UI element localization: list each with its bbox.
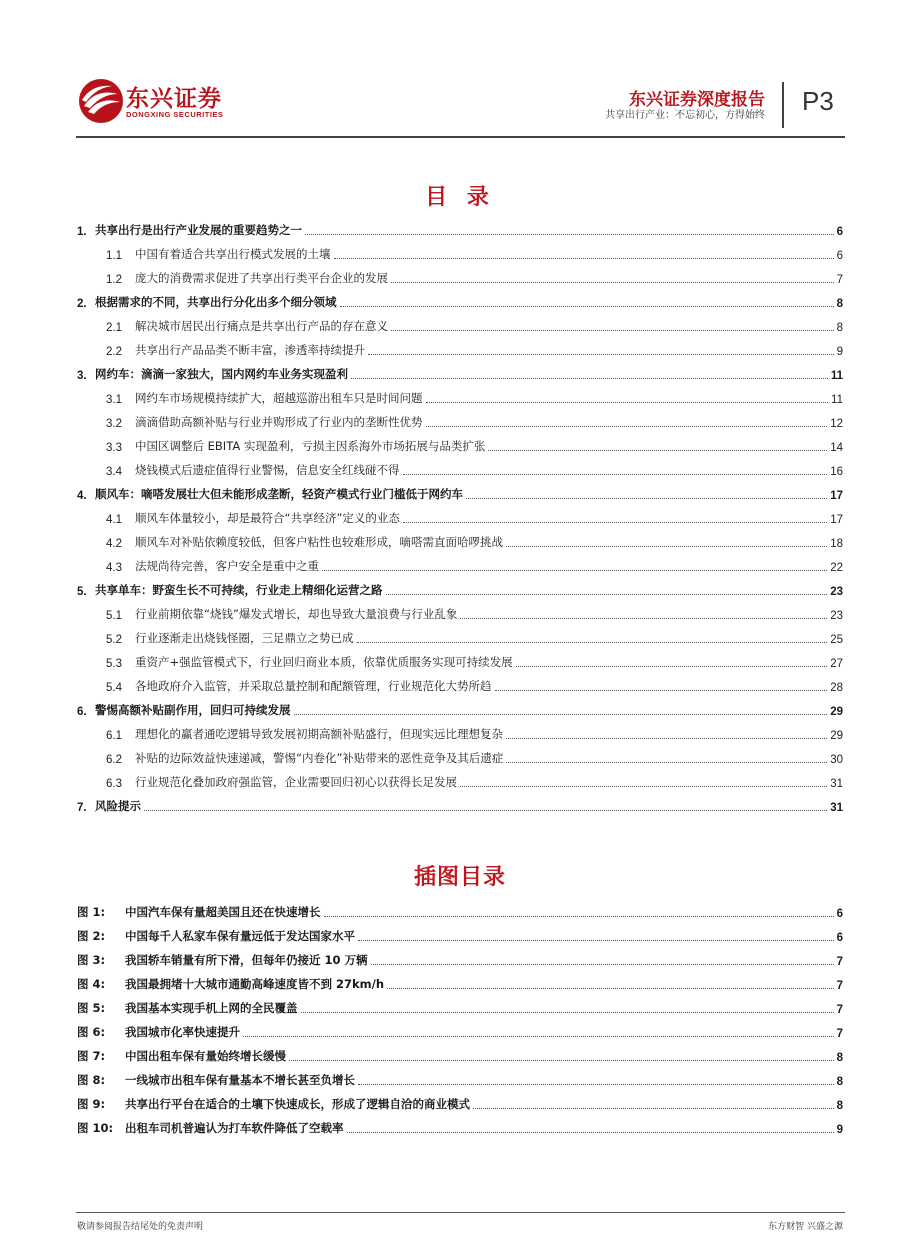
dot-leader [347,1132,834,1133]
toc-entry-page: 29 [830,706,843,718]
toc-entry[interactable] [77,550,843,574]
toc-entry-page: 16 [830,466,843,478]
toc-entry[interactable] [77,622,843,646]
toc-entry-number: 1. [77,226,87,238]
toc-entry-title: 庞大的消费需求促进了共享出行类平台企业的发展 [135,271,388,285]
figures-entry-number: 图 5: [77,1001,106,1015]
toc-entry-page: 23 [830,586,843,598]
header-rule [76,136,845,138]
toc-entry-number: 4. [77,490,87,502]
toc-entry-number: 5. [77,586,87,598]
dot-leader [289,1060,834,1061]
report-title: 东兴证券深度报告 [629,90,765,110]
dot-leader [426,402,829,403]
toc-entry-page: 25 [830,634,843,646]
dot-leader [322,570,827,571]
dot-leader [368,354,834,355]
dot-leader [371,964,834,965]
toc-entry-title: 网约车市场规模持续扩大，超越巡游出租车只是时间问题 [135,391,423,405]
figures-entry-title: 中国出租车保有量始终增长缓慢 [125,1049,286,1063]
footer-slogan: 东方财智 兴盛之源 [768,1222,843,1232]
toc-entry-number: 4.3 [106,562,122,574]
figures-entry-page: 8 [836,1076,843,1088]
footer-rule [76,1212,845,1213]
dot-leader [506,738,827,739]
dot-leader [305,234,834,235]
figures-entry-number: 图 3: [77,953,106,967]
toc-entry-number: 5.2 [106,634,122,646]
figures-entry[interactable] [77,920,843,944]
toc-entry-title: 网约车：滴滴一家独大，国内网约车业务实现盈利 [95,367,348,381]
toc-entry-title: 共享单车：野蛮生长不可持续，行业走上精细化运营之路 [95,583,383,597]
figures-entry[interactable] [77,1088,843,1112]
dot-leader [460,618,827,619]
toc-entry-number: 7. [77,802,87,814]
toc-entry-title: 顺风车体量较小，却是最符合“共享经济”定义的业态 [135,511,400,525]
figures-entry-number: 图 9: [77,1097,106,1111]
figures-entry[interactable] [77,1112,843,1136]
dot-leader [357,642,828,643]
figures-entry-number: 图 6: [77,1025,106,1039]
figures-entry-number: 图 4: [77,977,106,991]
dot-leader [426,426,828,427]
toc-entry-number: 6.3 [106,778,122,790]
toc-entry-page: 28 [830,682,843,694]
figures-entry-title: 一线城市出租车保有量基本不增长甚至负增长 [125,1073,355,1087]
dot-leader [387,988,834,989]
figures-entry[interactable] [77,968,843,992]
figures-entry-title: 出租车司机普遍认为打车软件降低了空载率 [125,1121,344,1135]
figures-entry-page: 7 [836,980,843,992]
dot-leader [391,282,834,283]
dot-leader [358,940,834,941]
toc-entry-number: 5.1 [106,610,122,622]
dot-leader [301,1012,834,1013]
toc-entry-title: 行业逐渐走出烧钱怪圈，三足鼎立之势已成 [135,631,354,645]
toc-entry[interactable] [77,718,843,742]
page-number: P3 [802,86,834,116]
toc-entry-page: 8 [836,298,843,310]
toc-entry-title: 烧钱模式后遗症值得行业警惕，信息安全红线碰不得 [135,463,400,477]
toc-entry[interactable] [77,382,843,406]
figures-entry-title: 我国基本实现手机上网的全民覆盖 [125,1001,298,1015]
toc-entry[interactable] [77,406,843,430]
dot-leader [294,714,828,715]
toc-entry-number: 2. [77,298,87,310]
toc-entry-page: 11 [830,370,843,382]
toc-entry-page: 31 [830,778,843,790]
table-of-contents [77,214,843,814]
dot-leader [495,690,828,691]
toc-entry-title: 根据需求的不同，共享出行分化出多个细分领域 [95,295,337,309]
toc-entry-page: 11 [831,394,843,406]
toc-entry-number: 4.1 [106,514,122,526]
dot-leader [391,330,834,331]
toc-entry-title: 风险提示 [95,799,141,813]
toc-entry-page: 14 [830,442,843,454]
toc-entry-number: 5.4 [106,682,122,694]
dot-leader [473,1108,834,1109]
toc-entry[interactable] [77,454,843,478]
figures-entry-page: 7 [836,956,843,968]
toc-entry[interactable] [77,574,843,598]
toc-entry-page: 27 [830,658,843,670]
toc-entry-title: 法规尚待完善，客户安全是重中之重 [135,559,319,573]
dot-leader [466,498,827,499]
figures-entry-number: 图 7: [77,1049,106,1063]
figures-entry-title: 共享出行平台在适合的土壤下快速成长，形成了逻辑自洽的商业模式 [125,1097,470,1111]
figures-entry-page: 7 [836,1004,843,1016]
toc-entry[interactable] [77,742,843,766]
toc-entry-title: 各地政府介入监管，并采取总量控制和配额管理，行业规范化大势所趋 [135,679,492,693]
dot-leader [403,522,827,523]
toc-entry-page: 6 [836,250,843,262]
page-header [0,0,920,140]
toc-entry[interactable] [77,598,843,622]
toc-entry-page: 17 [830,490,843,502]
figures-entry-title: 我国轿车销量有所下滑，但每年仍接近 10 万辆 [125,953,368,967]
figures-entry[interactable] [77,1016,843,1040]
toc-entry[interactable] [77,478,843,502]
toc-entry-page: 31 [830,802,843,814]
toc-entry-page: 22 [830,562,843,574]
toc-entry-number: 6.1 [106,730,122,742]
toc-entry-number: 3.1 [106,394,122,406]
dot-leader [144,810,827,811]
footer-disclaimer: 敬请参阅报告结尾处的免责声明 [77,1222,204,1232]
toc-entry-number: 1.1 [106,250,122,262]
figures-entry-page: 7 [836,1028,843,1040]
figures-entry[interactable] [77,896,843,920]
dot-leader [340,306,834,307]
toc-entry-number: 6. [77,706,87,718]
toc-entry-number: 3.2 [106,418,122,430]
toc-entry-title: 重资产+强监管模式下，行业回归商业本质，依靠优质服务实现可持续发展 [135,655,513,669]
toc-entry[interactable] [77,694,843,718]
toc-entry[interactable] [77,766,843,790]
toc-entry[interactable] [77,526,843,550]
toc-entry-page: 9 [836,346,843,358]
figures-entry-page: 8 [836,1100,843,1112]
dot-leader [403,474,828,475]
toc-entry[interactable] [77,214,843,238]
figures-title: 插图目录 [413,865,506,890]
figure-list [77,896,843,1136]
figures-entry-page: 9 [836,1124,843,1136]
toc-entry[interactable] [77,334,843,358]
figures-entry[interactable] [77,992,843,1016]
toc-entry-number: 6.2 [106,754,122,766]
dot-leader [506,546,827,547]
dot-leader [506,762,827,763]
toc-entry-page: 6 [836,226,843,238]
header-divider [782,82,784,128]
toc-entry-number: 3.3 [106,442,122,454]
toc-entry-title: 补贴的边际效益快速递减，警惕“内卷化”补贴带来的恶性竞争及其后遗症 [135,751,504,765]
toc-entry[interactable] [77,790,843,814]
dot-leader [460,786,827,787]
toc-entry-title: 共享出行产品品类不断丰富，渗透率持续提升 [135,343,365,357]
toc-entry[interactable] [77,646,843,670]
toc-entry-page: 17 [830,514,843,526]
figures-entry-number: 图 2: [77,929,106,943]
figures-entry-title: 我国最拥堵十大城市通勤高峰速度皆不到 27km/h [125,977,385,991]
toc-entry-page: 29 [830,730,843,742]
toc-entry-number: 3. [77,370,87,382]
dot-leader [324,916,834,917]
toc-entry-title: 行业规范化叠加政府强监管，企业需要回归初心以获得长足发展 [135,775,457,789]
toc-entry[interactable] [77,670,843,694]
logo-subtitle: DONGXING SECURITIES [126,110,224,119]
figures-entry[interactable] [77,944,843,968]
toc-entry-title: 理想化的赢者通吃逻辑导致发展初期高额补贴盛行，但现实远比理想复杂 [135,727,503,741]
figures-entry-number: 图 1: [77,905,106,919]
dot-leader [488,450,827,451]
toc-entry[interactable] [77,358,843,382]
toc-entry-page: 30 [830,754,843,766]
toc-entry[interactable] [77,262,843,286]
toc-entry-title: 顺风车对补贴依赖度较低，但客户粘性也较难形成，嘀嗒需直面哈啰挑战 [135,535,503,549]
toc-entry[interactable] [77,310,843,334]
toc-entry-number: 1.2 [106,274,122,286]
figures-entry[interactable] [77,1040,843,1064]
toc-entry[interactable] [77,286,843,310]
figures-entry-page: 6 [836,932,843,944]
dot-leader [386,594,828,595]
toc-entry-title: 滴滴借助高额补贴与行业并购形成了行业内的垄断性优势 [135,415,423,429]
figures-entry-page: 8 [836,1052,843,1064]
toc-entry[interactable] [77,238,843,262]
dot-leader [358,1084,834,1085]
toc-entry[interactable] [77,502,843,526]
toc-entry-page: 18 [830,538,843,550]
toc-entry-page: 23 [830,610,843,622]
toc-entry-title: 共享出行是出行产业发展的重要趋势之一 [95,223,302,237]
toc-entry-number: 4.2 [106,538,122,550]
toc-entry-number: 3.4 [106,466,122,478]
toc-entry-title: 中国区调整后 EBITA 实现盈利，亏损主因系海外市场拓展与品类扩张 [135,439,486,453]
toc-entry-title: 解决城市居民出行痛点是共享出行产品的存在意义 [135,319,388,333]
dot-leader [243,1036,834,1037]
figures-entry-number: 图 10: [77,1121,114,1135]
dot-leader [334,258,834,259]
figures-entry-title: 我国城市化率快速提升 [125,1025,240,1039]
toc-entry-title: 警惕高额补贴副作用，回归可持续发展 [95,703,291,717]
toc-entry[interactable] [77,430,843,454]
logo-text: 东兴证券 [126,86,222,112]
toc-entry-title: 行业前期依靠“烧钱”爆发式增长，却也导致大量浪费与行业乱象 [135,607,458,621]
toc-entry-number: 2.2 [106,346,122,358]
figures-entry-title: 中国每千人私家车保有量远低于发达国家水平 [125,929,355,943]
toc-title: 目 录 [425,185,495,210]
dot-leader [351,378,828,379]
dot-leader [516,666,828,667]
toc-entry-page: 8 [836,322,843,334]
figures-entry[interactable] [77,1064,843,1088]
toc-entry-page: 12 [830,418,843,430]
figures-entry-page: 6 [836,908,843,920]
report-subtitle: 共享出行产业：不忘初心，方得始终 [605,110,765,121]
toc-entry-title: 顺风车：嘀嗒发展壮大但未能形成垄断，轻资产模式行业门槛低于网约车 [95,487,463,501]
figures-entry-number: 图 8: [77,1073,106,1087]
toc-entry-number: 2.1 [106,322,122,334]
toc-entry-page: 7 [836,274,843,286]
figures-entry-title: 中国汽车保有量超美国且还在快速增长 [125,905,321,919]
toc-entry-number: 5.3 [106,658,122,670]
toc-entry-title: 中国有着适合共享出行模式发展的土壤 [135,247,331,261]
